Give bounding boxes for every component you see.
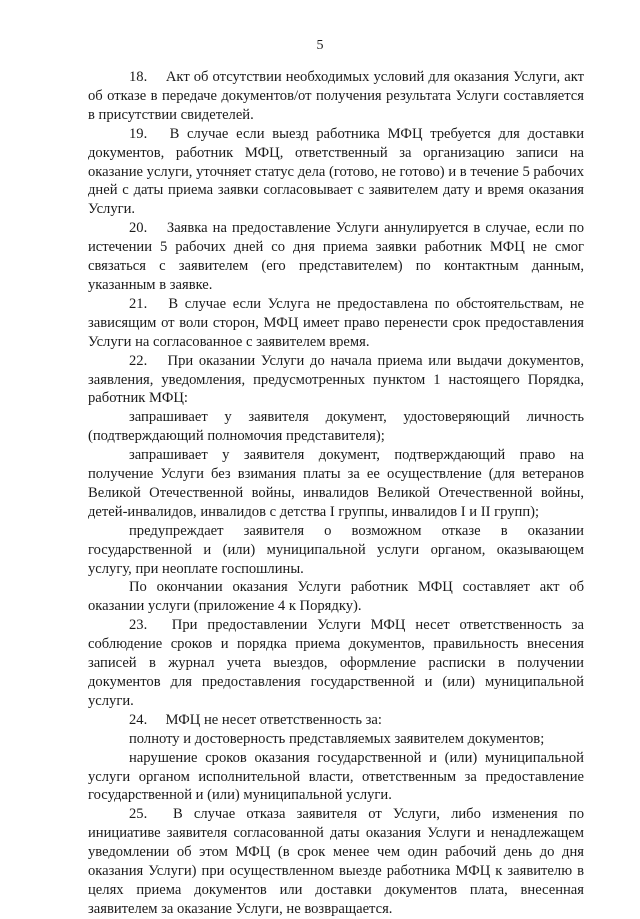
paragraph-22-item-free-service: запрашивает у заявителя документ, подтверждающий право на получение Услуги без взимания платы за ее осуществление (для ветеранов Великой Отечественной войны, инвалидов Великой Отечественной войны, детей-инвалидов, инвалидов с детства I группы, инвалидов I и II групп);	[88, 447, 584, 520]
paragraph-19: 19. В случае если выезд работника МФЦ требуется для доставки документов, работник МФЦ, ответственный за организацию записи на оказание услуги, уточняет статус дела (готово, не готово) и в течение 5 рабочих дней с даты приема заявки согласовывает с заявителем дату и время оказания Услуги.	[88, 125, 584, 218]
paragraph-22-completion-act: По окончании оказания Услуги работник МФЦ составляет акт об оказании услуги (приложение 4 к Порядку).	[88, 579, 584, 615]
paragraph-22: 22. При оказании Услуги до начала приема или выдачи документов, заявления, уведомления, предусмотренных пунктом 1 настоящего Порядка, работник МФЦ:	[88, 352, 584, 407]
paragraph-20: 20. Заявка на предоставление Услуги аннулируется в случае, если по истечении 5 рабочих дней со дня приема заявки работник МФЦ не смог связаться с заявителем (его представителем) по контактным данным, указанным в заявке.	[88, 220, 584, 293]
paragraph-24-item-deadlines: нарушение сроков оказания государственной и (или) муниципальной услуги органом исполнительной власти, ответственным за предоставление государственной и (или) муниципальной услуги.	[88, 749, 584, 804]
document-body	[88, 68, 584, 919]
page-number: 5	[316, 38, 324, 53]
paragraph-21: 21. В случае если Услуга не предоставлена по обстоятельствам, не зависящим от воли сторон, МФЦ имеет право перенести срок предоставления Услуги на согласованное с заявителем время.	[88, 295, 584, 350]
paragraph-24: 24. МФЦ не несет ответственность за:	[129, 711, 382, 728]
paragraph-23: 23. При предоставлении Услуги МФЦ несет ответственность за соблюдение сроков и порядка приема документов, правильность внесения записей в журнал учета выездов, оформление расписки в получении документов для предоставления государственной и (или) муниципальной услуги.	[88, 617, 584, 709]
paragraph-24-item-completeness: полноту и достоверность представляемых заявителем документов;	[129, 730, 545, 747]
paragraph-25: 25. В случае отказа заявителя от Услуги, либо изменения по инициативе заявителя согласованной даты оказания Услуги и ненадлежащем уведомлении об этом МФЦ (в срок менее чем один рабочий день до дня оказания Услуги) при осуществленном выезде работника МФЦ к заявителю в целях приема документов или доставки документов плата, внесенная заявителем за оказание Услуги, не возвращается.	[88, 806, 584, 917]
paragraph-18: 18. Акт об отсутствии необходимых условий для оказания Услуги, акт об отказе в передаче документов/от получения результата Услуги составляется в присутствии свидетелей.	[88, 69, 584, 123]
paragraph-22-item-identity: запрашивает у заявителя документ, удостоверяющий личность (подтверждающий полномочия представителя);	[88, 409, 584, 445]
paragraph-22-item-warning: предупреждает заявителя о возможном отказе в оказании государственной и (или) муниципальной услуги органом, оказывающем услугу, при неоплате госпошлины.	[88, 522, 584, 577]
